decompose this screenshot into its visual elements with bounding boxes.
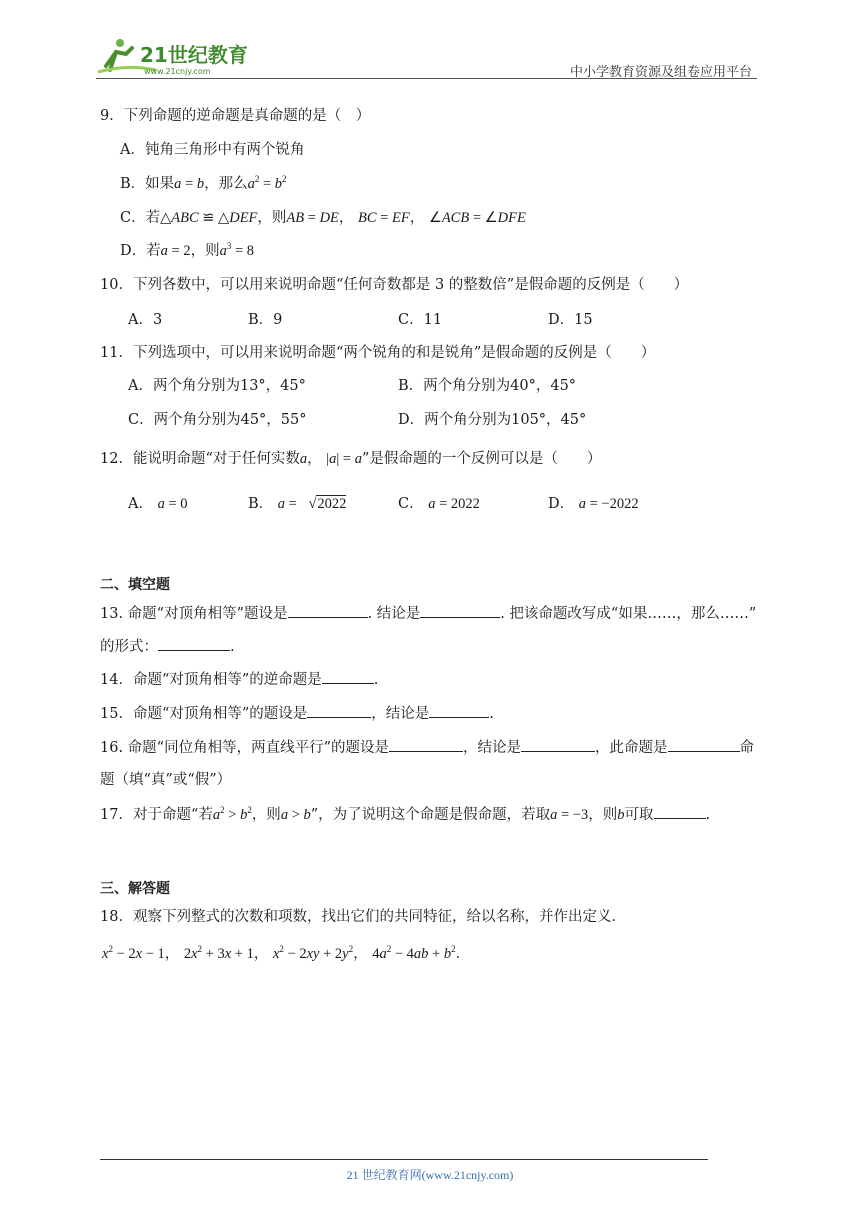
logo-subtext: www.21cnjy.com xyxy=(144,67,211,76)
section-solve-title: 三、解答题 xyxy=(100,881,170,897)
q10-option-b: B．9 xyxy=(248,312,283,328)
q12-option-c: C． a = 2022 xyxy=(398,496,480,512)
q18-expressions: $x^2 - 2x - 1$， $2x^2 + 3x + 1$， $x^2 - 2xy + 2y^2$， $4a^2 - 4ab + b^2$． xyxy=(102,944,471,962)
q13-line2: 的形式： . xyxy=(100,636,235,657)
header-platform-text: 中小学教育资源及组卷应用平台 xyxy=(569,65,752,80)
q10-stem: 10．下列各数中，可以用来说明命题“任何奇数都是 3 的整数倍”是假命题的反例是（ ） xyxy=(100,277,689,293)
q9-option-d: D．若a = 2，则$a^3 = 8$ xyxy=(120,241,255,259)
q17: 17．对于命题“若$a^2 > b^2$，则a > b”，为了说明这个命题是假命题，若取a = −3，则b可取 . xyxy=(100,805,711,823)
q9-option-c: C．若△ABC ≌ △DEF，则AB = DE， BC = EF， ∠ACB = ∠DFE xyxy=(120,210,526,226)
q10-option-c: C．11 xyxy=(398,312,443,328)
q10-option-d: D．15 xyxy=(548,312,593,328)
q15: 15．命题“对顶角相等”的题设是 ，结论是 . xyxy=(100,703,494,724)
q18-stem: 18．观察下列整式的次数和项数，找出它们的共同特征，给以名称，并作出定义． xyxy=(100,909,626,925)
q12-option-a: A． a = 0 xyxy=(128,496,188,512)
q12-option-d: D． a = −2022 xyxy=(548,496,639,512)
q16-line1: 16. 命题“同位角相等，两直线平行”的题设是 ，结论是 ，此命题是 命 xyxy=(100,737,754,758)
q12-stem: 12．能说明命题“对于任何实数a， |a| = a”是假命题的一个反例可以是（ ） xyxy=(100,451,602,467)
q13-line1: 13. 命题“对顶角相等”题设是 . 结论是 . 把该命题改写成“如果……，那么……” xyxy=(100,603,756,624)
q11-option-a: A．两个角分别为13°，45° xyxy=(128,378,306,394)
footer-text: 21 世纪教育网(www.21cnjy.com) xyxy=(346,1168,514,1182)
site-logo xyxy=(96,36,266,78)
q16-line2: 题（填“真”或“假”） xyxy=(100,772,232,788)
q11-option-d: D．两个角分别为105°，45° xyxy=(398,412,587,428)
q11-stem: 11．下列选项中，可以用来说明命题“两个锐角的和是锐角”是假命题的反例是（ ） xyxy=(100,345,656,361)
footer-divider xyxy=(100,1159,708,1160)
q14: 14．命题“对顶角相等”的逆命题是 . xyxy=(100,669,378,690)
q10-option-a: A．3 xyxy=(128,312,163,328)
q11-option-c: C．两个角分别为45°，55° xyxy=(128,412,307,428)
q9-option-a: A．钝角三角形中有两个锐角 xyxy=(120,142,305,158)
logo-text: 21世纪教育 xyxy=(140,43,248,67)
sqrt-symbol: √2022 xyxy=(308,496,347,512)
q12-option-b: B． a = √2022 xyxy=(248,496,347,512)
q9-stem: 9．下列命题的逆命题是真命题的是（ ） xyxy=(100,108,371,124)
header-divider xyxy=(96,78,757,79)
q9-option-b: B．如果a = b，那么$a^2 = b^2$ xyxy=(120,174,287,192)
q11-option-b: B．两个角分别为40°，45° xyxy=(398,378,577,394)
section-fill-in-title: 二、填空题 xyxy=(100,577,170,593)
